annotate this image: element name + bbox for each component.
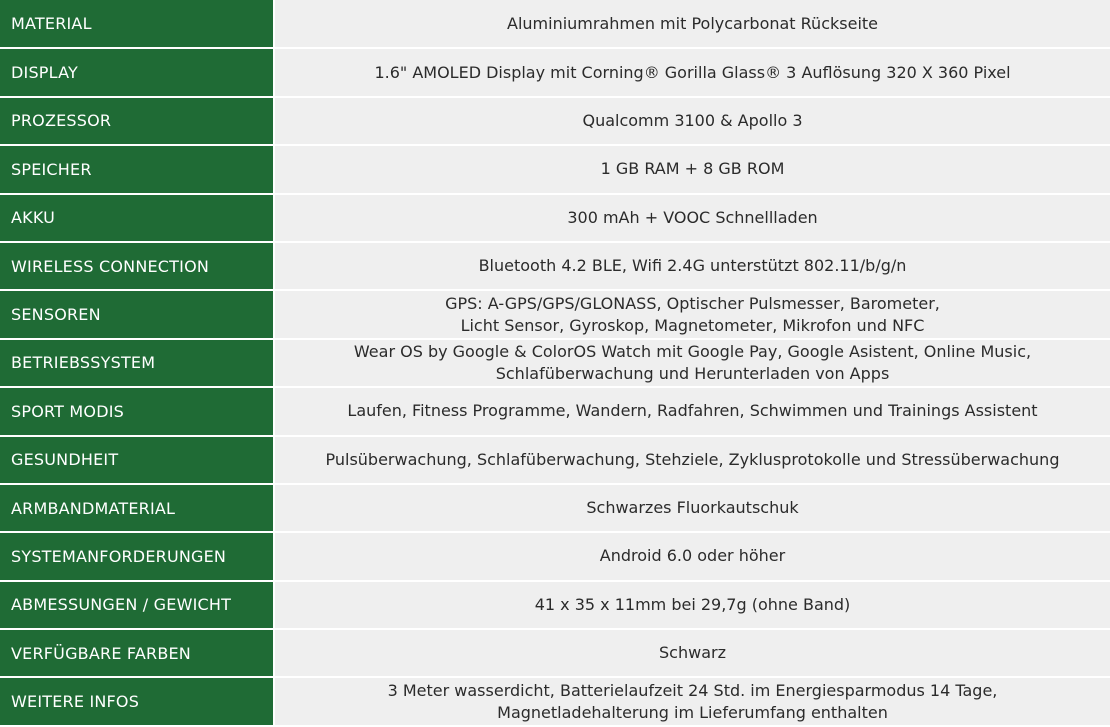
spec-row — [0, 290, 1110, 338]
spec-value — [274, 290, 1110, 338]
spec-value-line: 300 mAh + VOOC Schnellladen — [567, 207, 818, 227]
spec-row — [0, 677, 1110, 725]
spec-value-line: Schwarz — [659, 643, 726, 663]
spec-row — [0, 242, 1110, 290]
spec-label: GESUNDHEIT — [0, 436, 274, 484]
spec-label: PROZESSOR — [0, 97, 274, 145]
spec-value — [274, 97, 1110, 145]
spec-label: DISPLAY — [0, 48, 274, 96]
spec-label: VERFÜGBARE FARBEN — [0, 629, 274, 677]
spec-value-line: 3 Meter wasserdicht, Batterielaufzeit 24 Std. im Energiesparmodus 14 Tage, — [387, 680, 998, 700]
spec-value — [274, 677, 1110, 725]
spec-value-line: Laufen, Fitness Programme, Wandern, Radfahren, Schwimmen und Trainings Assistent — [347, 401, 1038, 421]
spec-row — [0, 97, 1110, 145]
spec-value — [274, 145, 1110, 193]
spec-value — [274, 0, 1110, 48]
spec-label: WEITERE INFOS — [0, 677, 274, 725]
spec-row — [0, 581, 1110, 629]
spec-value — [274, 48, 1110, 96]
spec-value — [274, 532, 1110, 580]
spec-row — [0, 387, 1110, 435]
spec-label: SYSTEMANFORDERUNGEN — [0, 532, 274, 580]
spec-value-line: Bluetooth 4.2 BLE, Wifi 2.4G unterstützt 802.11/b/g/n — [478, 256, 907, 276]
spec-value — [274, 339, 1110, 387]
spec-label: AKKU — [0, 194, 274, 242]
spec-value-line: Wear OS by Google & ColorOS Watch mit Google Pay, Google Asistent, Online Music, — [353, 341, 1032, 361]
spec-row — [0, 145, 1110, 193]
spec-label: MATERIAL — [0, 0, 274, 48]
spec-value — [274, 242, 1110, 290]
spec-label: BETRIEBSSYSTEM — [0, 339, 274, 387]
spec-value — [274, 484, 1110, 532]
spec-row — [0, 0, 1110, 48]
spec-value-line: 41 x 35 x 11mm bei 29,7g (ohne Band) — [534, 594, 851, 614]
spec-value — [274, 629, 1110, 677]
spec-label: WIRELESS CONNECTION — [0, 242, 274, 290]
spec-label: SENSOREN — [0, 290, 274, 338]
spec-value-line: GPS: A-GPS/GPS/GLONASS, Optischer Pulsmesser, Barometer, — [445, 293, 940, 313]
spec-row — [0, 194, 1110, 242]
spec-label: SPORT MODIS — [0, 387, 274, 435]
spec-row — [0, 339, 1110, 387]
spec-row — [0, 48, 1110, 96]
spec-value-line: 1.6" AMOLED Display mit Corning® Gorilla Glass® 3 Auflösung 320 X 360 Pixel — [374, 62, 1011, 82]
spec-value-line: 1 GB RAM + 8 GB ROM — [600, 159, 785, 179]
spec-value-line: Aluminiumrahmen mit Polycarbonat Rückseite — [507, 13, 878, 33]
spec-row — [0, 532, 1110, 580]
spec-value-line: Licht Sensor, Gyroskop, Magnetometer, Mikrofon und NFC — [460, 315, 925, 335]
spec-value — [274, 436, 1110, 484]
spec-value-line: Schlafüberwachung und Herunterladen von Apps — [495, 363, 890, 383]
spec-value-line: Pulsüberwachung, Schlafüberwachung, Stehziele, Zyklusprotokolle und Stressüberwachung — [325, 449, 1060, 469]
spec-row — [0, 629, 1110, 677]
spec-label: ARMBANDMATERIAL — [0, 484, 274, 532]
spec-row — [0, 436, 1110, 484]
spec-value — [274, 387, 1110, 435]
spec-value-line: Schwarzes Fluorkautschuk — [586, 498, 799, 518]
spec-label: ABMESSUNGEN / GEWICHT — [0, 581, 274, 629]
spec-label: SPEICHER — [0, 145, 274, 193]
spec-value-line: Qualcomm 3100 & Apollo 3 — [582, 110, 803, 130]
spec-row — [0, 484, 1110, 532]
spec-value-line: Magnetladehalterung im Lieferumfang enthalten — [497, 702, 888, 722]
spec-value — [274, 581, 1110, 629]
spec-value — [274, 194, 1110, 242]
spec-value-line: Android 6.0 oder höher — [599, 546, 786, 566]
